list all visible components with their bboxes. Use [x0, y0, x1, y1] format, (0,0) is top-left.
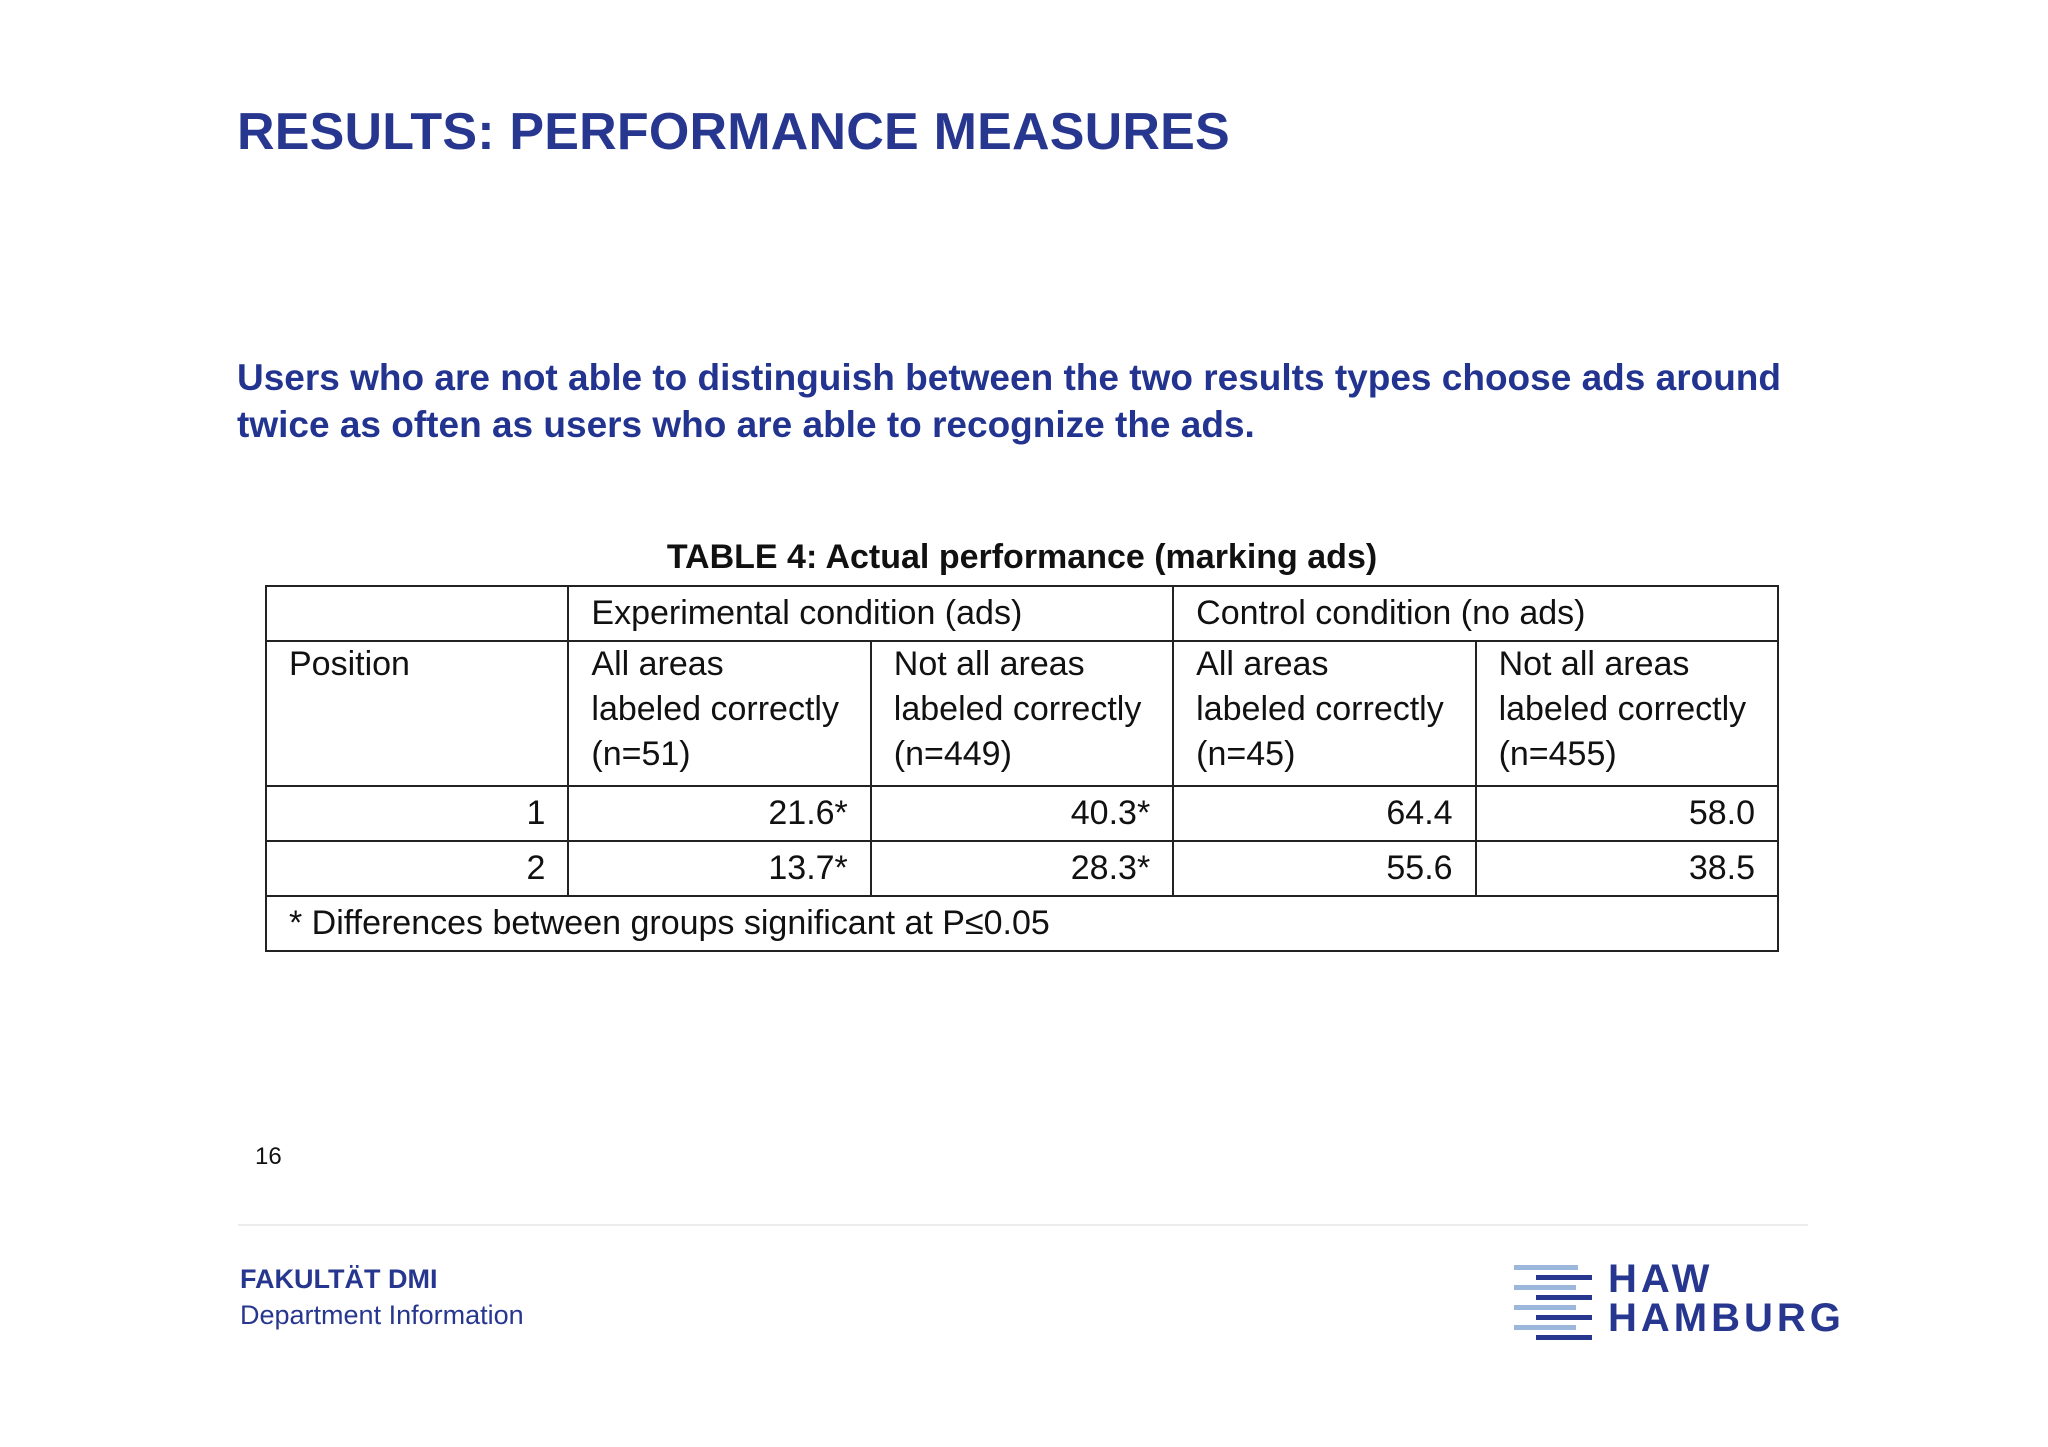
position-cell: 1	[266, 786, 568, 841]
sub-header-ctrl-all	[1173, 641, 1475, 786]
faculty-name: FAKULTÄT DMI	[240, 1264, 438, 1294]
logo-stripe	[1536, 1295, 1592, 1300]
sub-header-line: (n=45)	[1196, 735, 1296, 773]
logo-stripe	[1514, 1325, 1576, 1330]
table-group-header-row	[266, 586, 1778, 641]
sub-header-line: All areas	[1196, 645, 1329, 683]
sub-header-line: labeled correctly	[1196, 690, 1444, 728]
value-cell: 64.4	[1173, 786, 1475, 841]
sub-header-line: (n=51)	[591, 735, 691, 773]
haw-logo-icon	[1514, 1263, 1594, 1343]
sub-header-line: (n=449)	[893, 735, 1012, 773]
empty-corner-cell	[266, 586, 568, 641]
table-footnote: * Differences between groups significant at P≤0.05	[266, 896, 1778, 951]
sub-header-line: Not all areas	[893, 645, 1085, 683]
sub-header-line: labeled correctly	[591, 690, 839, 728]
sub-header-line: Not all areas	[1498, 645, 1690, 683]
slide-title: RESULTS: PERFORMANCE MEASURES	[237, 103, 1230, 161]
footer-divider	[238, 1224, 1808, 1226]
logo-stripe	[1514, 1265, 1578, 1270]
logo-stripe	[1536, 1315, 1592, 1320]
slide-number: 16	[255, 1143, 282, 1170]
department-name: Department Information	[240, 1300, 524, 1330]
sub-header-exp-not-all	[871, 641, 1173, 786]
table-sub-header-row	[266, 641, 1778, 786]
table-caption: TABLE 4: Actual performance (marking ads)	[666, 538, 1378, 576]
sub-header-exp-all	[568, 641, 870, 786]
position-header: Position	[266, 641, 568, 786]
logo-stripe	[1514, 1285, 1576, 1290]
value-cell: 58.0	[1476, 786, 1778, 841]
value-cell: 40.3*	[871, 786, 1173, 841]
sub-header-line: (n=455)	[1498, 735, 1617, 773]
sub-header-line: labeled correctly	[1498, 690, 1747, 728]
group-header-control: Control condition (no ads)	[1173, 586, 1778, 641]
value-cell: 28.3*	[871, 841, 1173, 896]
value-cell: 55.6	[1173, 841, 1475, 896]
slide-subtitle: Users who are not able to distinguish between the two results types choose ads around twice as often as users who are able to recognize the ads.	[237, 357, 1782, 445]
sub-header-line: All areas	[591, 645, 724, 683]
value-cell: 38.5	[1476, 841, 1778, 896]
value-cell: 13.7*	[568, 841, 870, 896]
performance-table	[265, 585, 1779, 952]
table-row	[266, 841, 1778, 896]
table-row	[266, 786, 1778, 841]
logo-stripe	[1536, 1335, 1592, 1340]
logo-text-hamburg: HAMBURG	[1608, 1296, 1845, 1340]
logo-stripe	[1536, 1275, 1592, 1280]
value-cell: 21.6*	[568, 786, 870, 841]
sub-header-ctrl-not-all	[1476, 641, 1778, 786]
group-header-experimental: Experimental condition (ads)	[568, 586, 1173, 641]
logo-stripe	[1514, 1305, 1576, 1310]
table-footnote-row	[266, 896, 1778, 951]
position-cell: 2	[266, 841, 568, 896]
logo-text-haw: HAW	[1608, 1257, 1714, 1301]
sub-header-line: labeled correctly	[893, 690, 1142, 728]
